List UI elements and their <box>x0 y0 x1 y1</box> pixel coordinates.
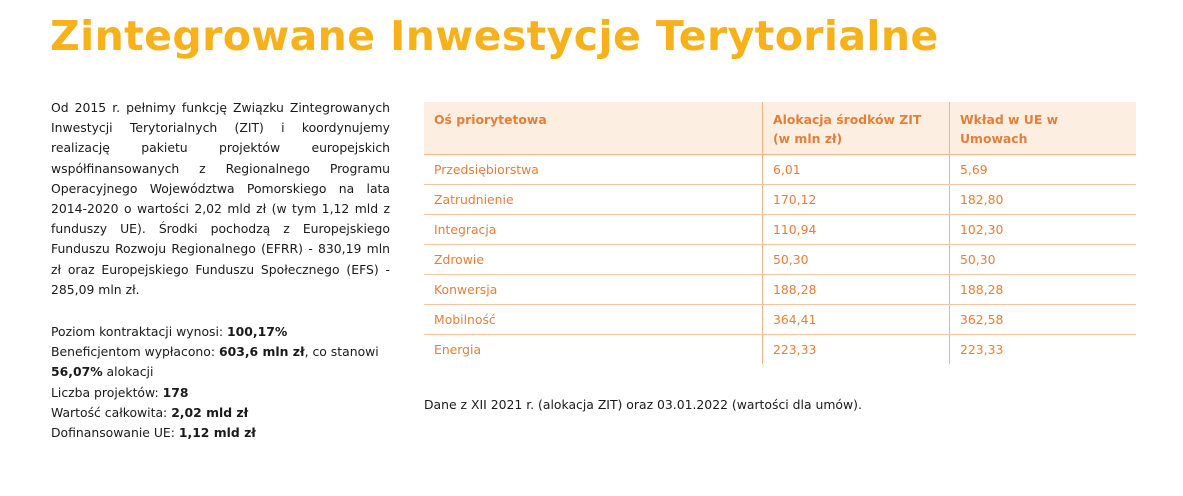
stat-contracting-label: Poziom kontraktacji wynosi: <box>51 324 228 340</box>
cell-eu-contribution: 188,28 <box>950 275 1137 305</box>
stat-total-value: 2,02 mld zł <box>171 404 249 420</box>
cell-allocation: 223,33 <box>763 335 950 365</box>
stat-total-label: Wartość całkowita: <box>51 404 172 420</box>
stat-eu <box>51 423 390 443</box>
cell-axis: Energia <box>434 342 482 357</box>
table-row <box>424 215 1136 245</box>
table-row <box>424 185 1136 215</box>
stat-paid-value: 603,6 mln zł <box>218 344 305 360</box>
table-row <box>424 245 1136 275</box>
stat-projects-label: Liczba projektów: <box>51 384 163 400</box>
cell-axis: Mobilność <box>424 305 763 335</box>
stat-paid <box>51 342 390 382</box>
allocation-table <box>424 102 1136 364</box>
table-row <box>424 275 1136 305</box>
cell-eu-contribution: 102,30 <box>950 215 1137 245</box>
table-row <box>424 305 1136 335</box>
stat-eu-label: Dofinansowanie UE: <box>51 425 179 441</box>
cell-eu-contribution: 223,33 <box>950 335 1137 365</box>
cell-allocation: 6,01 <box>763 155 950 185</box>
cell-allocation: 50,30 <box>763 245 950 275</box>
column-header-eu-contribution: Wkład w UE w Umowach <box>950 102 1137 155</box>
stat-projects <box>51 383 390 403</box>
cell-eu-contribution: 182,80 <box>950 185 1137 215</box>
cell-axis: Konwersja <box>424 275 763 305</box>
cell-eu-contribution: 50,30 <box>950 245 1137 275</box>
data-source-note: Dane z XII 2021 r. (alokacja ZIT) oraz 03.01.2022 (wartości dla umów). <box>424 397 862 413</box>
cell-axis: Integracja <box>424 215 763 245</box>
stat-paid-label: Beneficjentom wypłacono: <box>51 344 219 360</box>
cell-allocation: 188,28 <box>763 275 950 305</box>
stat-projects-value: 178 <box>162 384 189 400</box>
page-title: Zintegrowane Inwestycje Terytorialne <box>50 12 939 60</box>
cell-allocation: 170,12 <box>763 185 950 215</box>
cell-allocation: 110,94 <box>763 215 950 245</box>
intro-paragraph: Od 2015 r. pełnimy funkcję Związku Zintegrowanych Inwestycji Terytorialnych (ZIT) i koordynujemy realizację pakietu projektów europejskich współfinansowanych z Regionalnego Programu Operacyjnego Województwa Pomorskiego na lata 2014-2020 o wartości 2,02 mld zł (w tym 1,12 mld z funduszy UE). Środki pochodzą z Europejskiego Funduszu Rozwoju Regionalnego (EFRR) - 830,19 mln zł oraz Europejskiego Funduszu Społecznego (EFS) - 285,09 mln zł. <box>51 100 390 297</box>
stat-paid-share: 56,07% <box>51 364 103 380</box>
column-header-axis: Oś priorytetowa <box>424 102 763 155</box>
cell-eu-contribution: 5,69 <box>950 155 1137 185</box>
stat-contracting-value: 100,17% <box>227 324 288 340</box>
stats-list <box>51 322 390 443</box>
cell-axis: Przedsiębiorstwa <box>424 155 763 185</box>
cell-allocation: 364,41 <box>763 305 950 335</box>
intro-column <box>51 98 390 443</box>
table-row <box>424 155 1136 185</box>
column-header-allocation: Alokacja środków ZIT (w mln zł) <box>763 102 950 155</box>
cell-axis: Zdrowie <box>424 245 763 275</box>
cell-axis: Zatrudnienie <box>424 185 763 215</box>
stat-paid-suffix: , co stanowi <box>304 344 379 360</box>
table-row <box>424 335 1136 365</box>
stat-eu-value: 1,12 mld zł <box>178 425 256 441</box>
stat-paid-share-suffix: alokacji <box>102 364 154 380</box>
cell-eu-contribution: 362,58 <box>950 305 1137 335</box>
stat-contracting <box>51 322 390 342</box>
stat-total <box>51 403 390 423</box>
table-header-row <box>424 102 1136 155</box>
allocation-table-wrapper <box>424 102 1136 364</box>
